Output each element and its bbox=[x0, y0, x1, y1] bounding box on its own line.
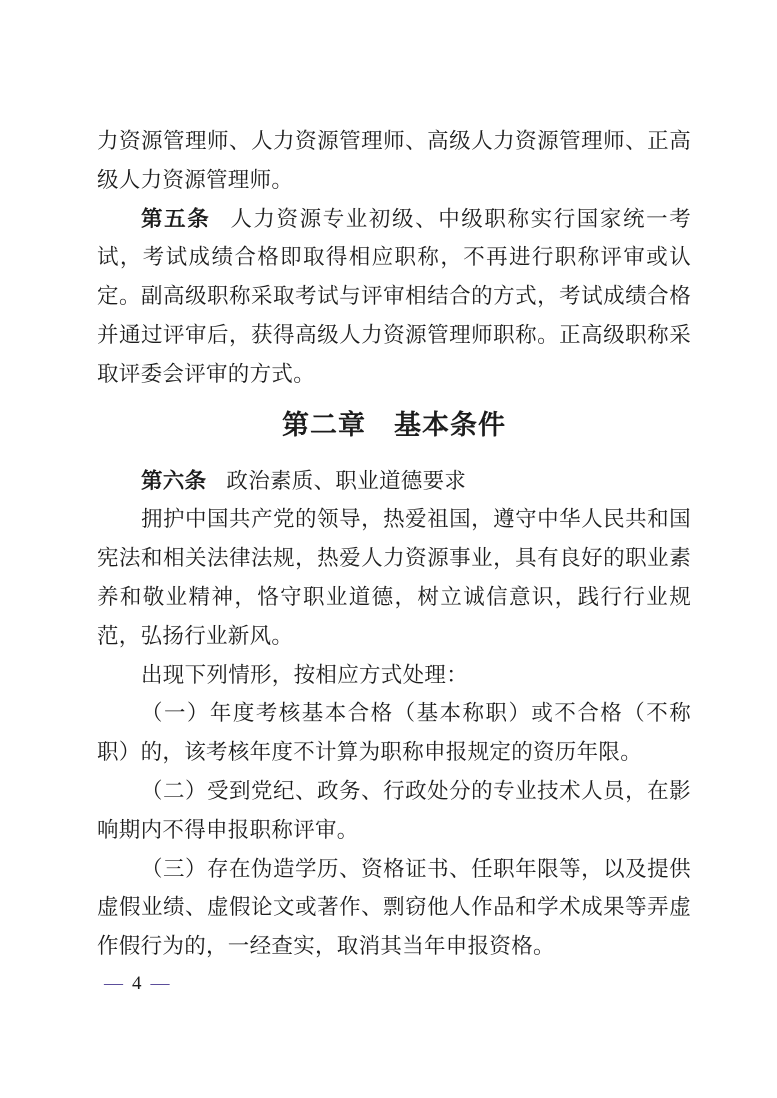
paragraph-continuation: 力资源管理师、人力资源管理师、高级人力资源管理师、正高级人力资源管理师。 bbox=[97, 129, 691, 192]
footer-left-dash: — bbox=[104, 973, 123, 994]
paragraph-political-quality: 拥护中国共产党的领导，热爱祖国，遵守中华人民共和国宪法和相关法律法规，热爱人力资源事业，具有良好的职业素养和敬业精神，恪守职业道德，树立诚信意识，践行行业规范，弘扬行业新风。 bbox=[97, 507, 691, 648]
list-item-1: （一）年度考核基本合格（基本称职）或不合格（不称职）的，该考核年度不计算为职称申报规定的资历年限。 bbox=[97, 701, 691, 765]
article-6-text: 政治素质、职业道德要求 bbox=[226, 468, 467, 493]
article-6-paragraph bbox=[97, 462, 691, 501]
chapter-2-heading: 第二章 基本条件 bbox=[282, 409, 506, 440]
footer-right-dash: — bbox=[150, 973, 170, 994]
page-number: 4 bbox=[132, 973, 142, 994]
list-item-3: （三）存在伪造学历、资格证书、任职年限等，以及提供虚假业绩、虚假论文或著作、剽窃他人作品和学术成果等弄虚作假行为的，一经查实，取消其当年申报资格。 bbox=[97, 856, 691, 959]
page-footer bbox=[104, 972, 170, 996]
article-5-paragraph bbox=[97, 200, 691, 394]
article-5-number: 第五条 bbox=[141, 206, 211, 231]
paragraph-situations-intro: 出现下列情形，按相应方式处理： bbox=[141, 662, 469, 687]
document-body bbox=[97, 122, 691, 966]
list-item-2: （二）受到党纪、政务、行政处分的专业技术人员，在影响期内不得申报职称评审。 bbox=[97, 778, 691, 842]
article-6-number: 第六条 bbox=[141, 468, 207, 493]
article-5-text: 人力资源专业初级、中级职称实行国家统一考试，考试成绩合格即取得相应职称，不再进行职称评审或认定。副高级职称采取考试与评审相结合的方式，考试成绩合格并通过评审后，获得高级人力资源管理师职称。正高级职称采取评委会评审的方式。 bbox=[97, 206, 691, 386]
